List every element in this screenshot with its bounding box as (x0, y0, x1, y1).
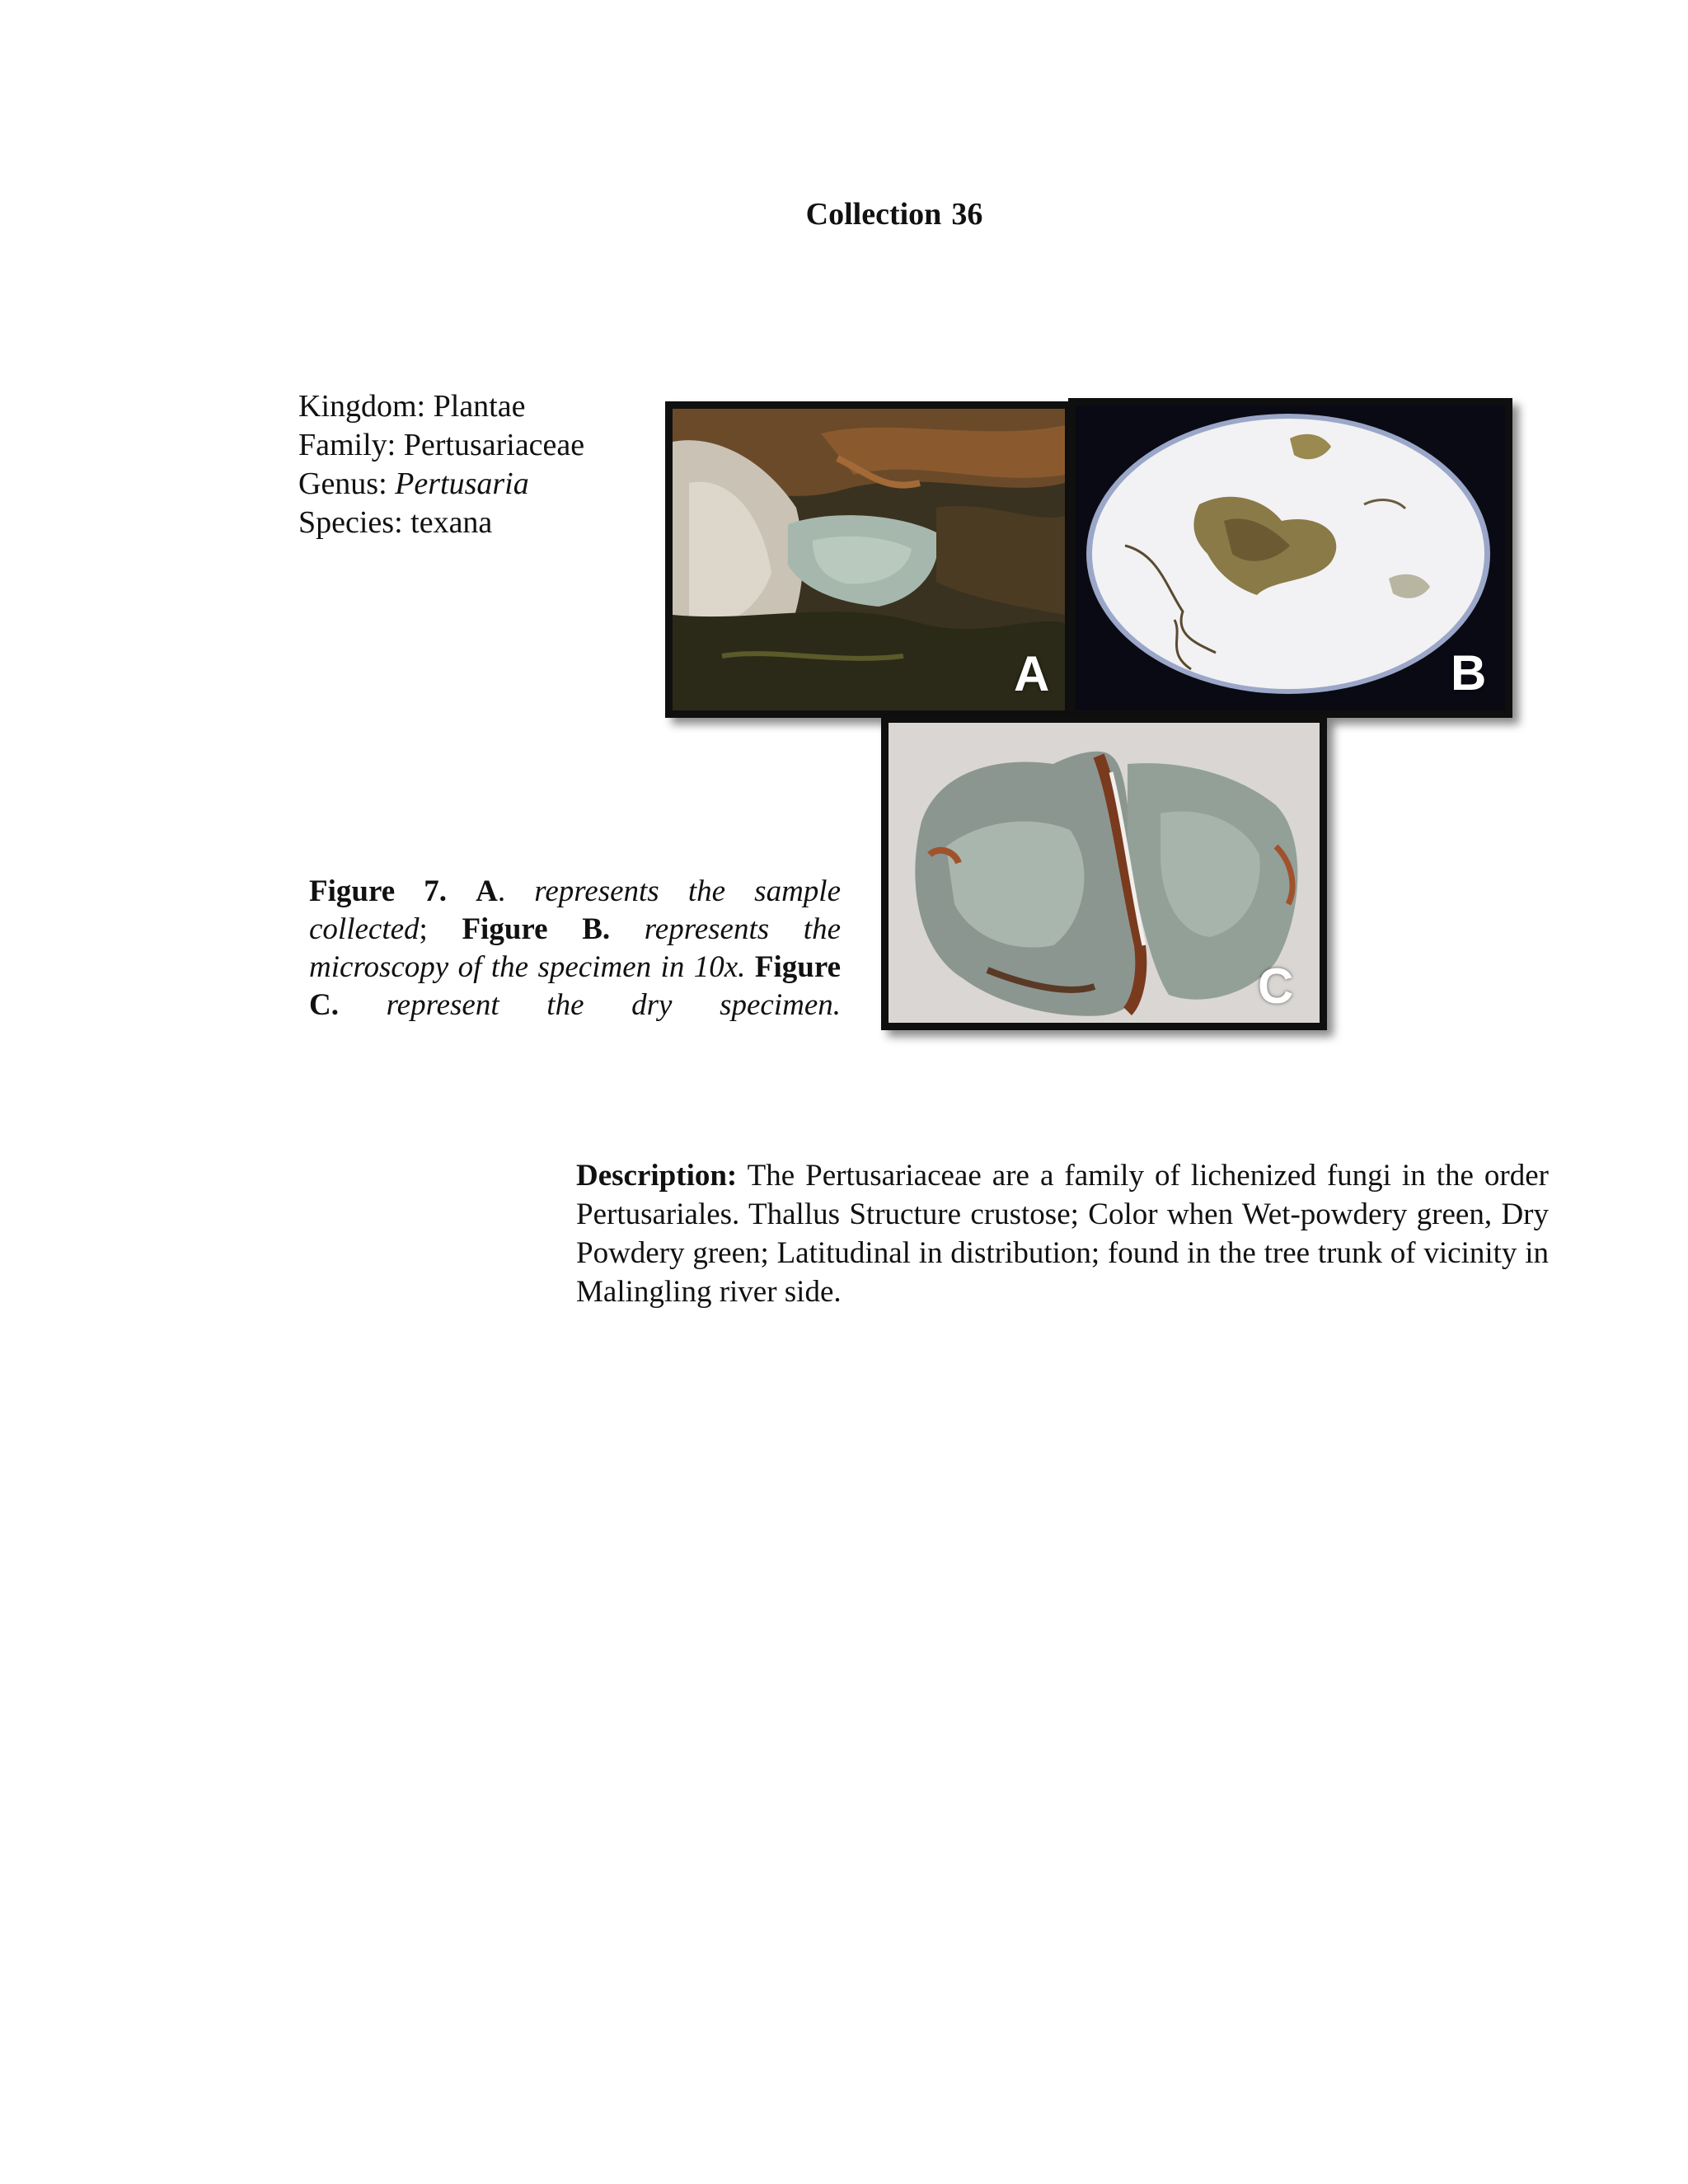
page-title (0, 196, 1688, 232)
description-text: The Pertusariaceae are a family of lichenized fungi in the order Pertusariales. Thallus Structure crustose; Color when Wet-powdery green, Dry Powdery green; Latitudinal in distribution; found in the tree trunk of vicinity in Malingling river side. (576, 1159, 1549, 1309)
species-value: texana (410, 505, 493, 540)
caption-figure-c: Figure C. (309, 950, 842, 1022)
description-label: Description: (576, 1159, 738, 1193)
caption-figure-7: Figure 7. (309, 874, 448, 908)
figure-c-photo (881, 715, 1327, 1030)
species-row (298, 504, 584, 542)
figure-caption: Figure 7. A. represents the sample collected; Figure B. represents the microscopy of the specimen in 10x. Figure C. represent the dry specimen. (309, 874, 842, 1022)
family-label: Family: (298, 428, 396, 462)
description-paragraph (576, 1156, 1549, 1311)
genus-label: Genus: (298, 466, 387, 501)
figure-a-photo (665, 401, 1072, 718)
taxonomy-block (298, 387, 584, 542)
genus-value: Pertusaria (395, 466, 529, 501)
species-label: Species: (298, 505, 403, 540)
family-value: Pertusariaceae (403, 428, 585, 462)
kingdom-row (298, 387, 584, 426)
figure-c-tag: C (1258, 958, 1294, 1014)
caption-a-text: represents the sample collected (309, 874, 841, 946)
title-label: Collection (805, 197, 942, 232)
caption-figure-b: Figure B. (462, 912, 611, 946)
kingdom-label: Kingdom: (298, 389, 426, 424)
family-row (298, 426, 584, 465)
figure-a-tag: A (1014, 646, 1050, 701)
caption-b-text: represents the microscopy of the specimen in 10x. (309, 912, 841, 984)
title-number: 36 (951, 197, 983, 232)
bark-sample-image (673, 409, 1065, 710)
caption-a-label: A (476, 874, 498, 908)
figure-b-photo (1068, 398, 1512, 718)
genus-row (298, 465, 584, 504)
kingdom-value: Plantae (433, 389, 526, 424)
microscopy-image (1076, 405, 1505, 710)
caption-c-text: represent the dry specimen. (386, 988, 842, 1022)
figure-b-tag: B (1451, 645, 1487, 701)
dry-specimen-image (889, 723, 1320, 1023)
